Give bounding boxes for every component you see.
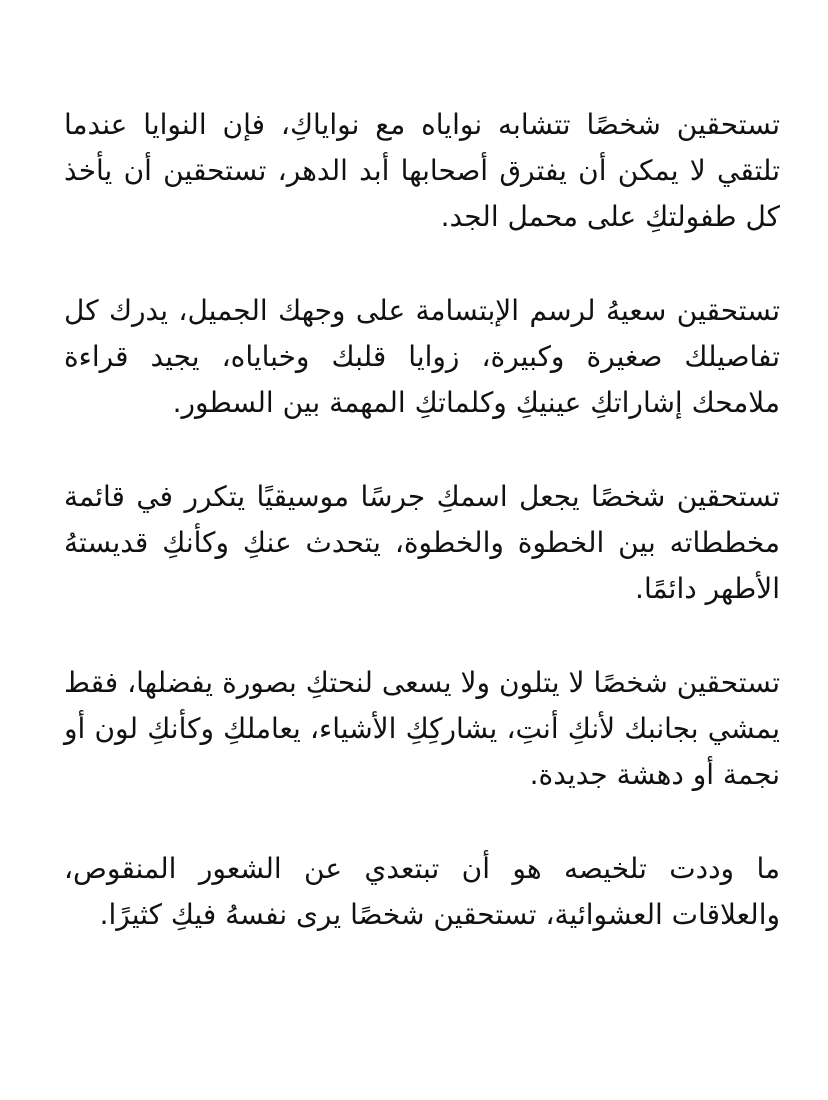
paragraph: ما وددت تلخيصه هو أن تبتعدي عن الشعور المنقوص، والعلاقات العشوائية، تستحقين شخصًا يرى نفسهُ فيكِ كثيرًا. bbox=[64, 852, 780, 931]
paragraph: تستحقين شخصًا لا يتلون ولا يسعى لنحتكِ بصورة يفضلها، فقط يمشي بجانبك لأنكِ أنتِ، يشاركِكِ الأشياء، يعاملكِ وكأنكِ لون أو نجمة أو دهشة جديدة. bbox=[64, 666, 780, 791]
paragraph: تستحقين سعيهُ لرسم الإبتسامة على وجهك الجميل، يدرك كل تفاصيلك صغيرة وكبيرة، زوايا قلبك وخباياه، يجيد قراءة ملامحك إشاراتكِ عينيكِ وكلماتكِ المهمة بين السطور. bbox=[64, 294, 780, 419]
paragraph: تستحقين شخصًا تتشابه نواياه مع نواياكِ، فإن النوايا عندما تلتقي لا يمكن أن يفترق أصحابها أبد الدهر، تستحقين أن يأخذ كل طفولتكِ على محمل الجد. bbox=[64, 108, 780, 233]
document-body bbox=[64, 102, 780, 938]
paragraph: تستحقين شخصًا يجعل اسمكِ جرسًا موسيقيًا يتكرر في قائمة مخططاته بين الخطوة والخطوة، يتحدث عنكِ وكأنكِ قديستهُ الأطهر دائمًا. bbox=[64, 480, 780, 605]
